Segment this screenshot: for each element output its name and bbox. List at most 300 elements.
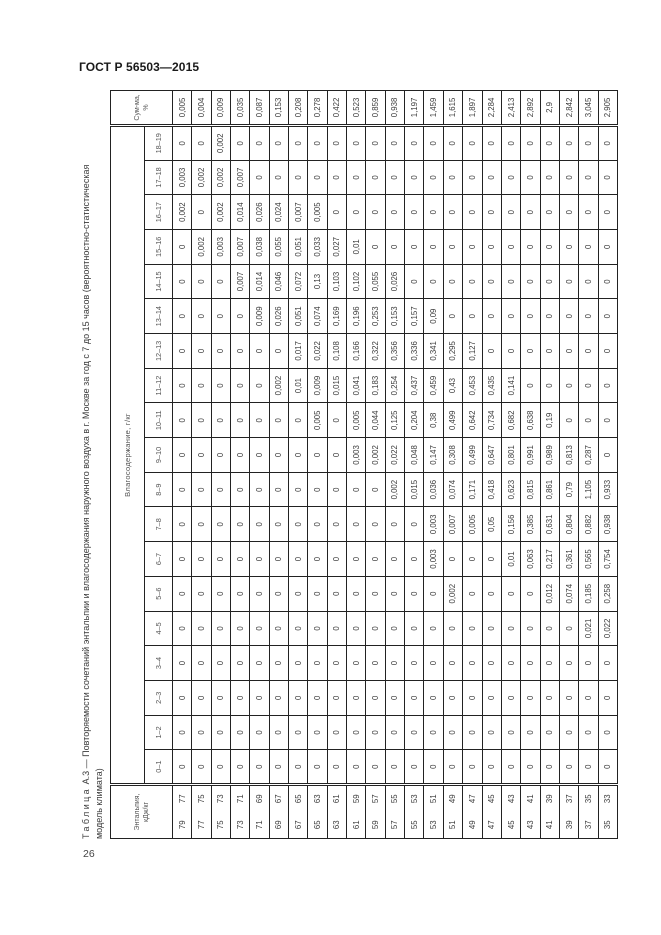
table-cell: 0 [559,611,578,646]
table-cell: 0 [269,403,288,438]
enthalpy-lower: 73 [211,784,230,811]
table-cell: 0 [559,299,578,334]
table-cell: 0 [405,160,424,195]
table-cell: 0 [211,264,230,299]
table-cell: 0 [559,160,578,195]
enthalpy-lower: 63 [308,784,327,811]
row-sum: 2,905 [598,91,617,126]
table-cell: 0 [231,334,250,369]
table-cell: 0,007 [443,507,462,542]
table-cell: 0 [482,680,501,715]
table-cell: 0,003 [424,542,443,577]
row-sum: 2,284 [482,91,501,126]
table-cell: 0,074 [308,299,327,334]
table-cell: 0 [598,299,617,334]
table-cell: 0 [366,507,385,542]
table-cell: 0 [501,576,520,611]
table-cell: 0 [385,576,404,611]
table-row [405,91,424,839]
table-cell: 0,166 [347,334,366,369]
table-cell: 0 [250,368,269,403]
moisture-bin-header: 13–14 [145,299,173,334]
table-cell: 0,009 [250,299,269,334]
table-cell: 0 [424,195,443,230]
table-cell: 0 [366,576,385,611]
table-cell: 0,002 [192,160,211,195]
table-cell: 0,09 [424,299,443,334]
table-cell: 0 [482,264,501,299]
table-cell: 0,13 [308,264,327,299]
table-cell: 0,171 [463,472,482,507]
enthalpy-lower: 65 [289,784,308,811]
table-cell: 0,007 [231,229,250,264]
table-cell: 0 [250,125,269,160]
table-cell: 0,991 [521,438,540,473]
table-cell: 0,055 [269,229,288,264]
table-cell: 0,196 [347,299,366,334]
table-cell: 0 [598,368,617,403]
table-cell: 0 [231,507,250,542]
table-cell: 0 [173,542,192,577]
table-cell: 0 [463,646,482,681]
table-cell: 0 [327,646,346,681]
table-cell: 0 [540,646,559,681]
table-cell: 0 [482,576,501,611]
table-row [598,91,617,839]
table-cell: 0 [424,611,443,646]
table-cell: 0 [308,472,327,507]
table-cell: 0 [540,299,559,334]
table-cell: 0 [443,299,462,334]
table-cell: 0 [173,472,192,507]
table-cell: 0 [463,542,482,577]
table-cell: 0 [231,125,250,160]
table-cell: 0 [598,438,617,473]
table-cell: 0 [250,403,269,438]
table-cell: 0 [443,680,462,715]
table-cell: 0 [173,125,192,160]
table-cell: 0,051 [289,299,308,334]
table-cell: 0 [405,542,424,577]
row-sum: 0,004 [192,91,211,126]
table-row [173,91,192,839]
table-cell: 0 [211,299,230,334]
table-cell: 0,79 [559,472,578,507]
table-cell: 0 [211,507,230,542]
table-cell: 0,882 [579,507,598,542]
table-cell: 0,005 [347,403,366,438]
table-cell: 0 [521,750,540,785]
table-cell: 0 [308,160,327,195]
table-cell: 0 [192,299,211,334]
table-cell: 0 [327,576,346,611]
table-cell: 0,254 [385,368,404,403]
enthalpy-lower: 67 [269,784,288,811]
table-cell: 0 [598,125,617,160]
table-cell: 0 [192,438,211,473]
enthalpy-upper: 77 [192,812,211,839]
table-cell: 0,204 [405,403,424,438]
enthalpy-upper: 59 [366,812,385,839]
enthalpy-upper: 49 [463,812,482,839]
moisture-bin-header: 4–5 [145,611,173,646]
table-cell: 0 [501,680,520,715]
enthalpy-lower: 53 [405,784,424,811]
table-cell: 0 [482,195,501,230]
table-cell: 0 [559,264,578,299]
moisture-bin-header: 12–13 [145,334,173,369]
enthalpy-lower: 35 [579,784,598,811]
moisture-bin-header: 14–15 [145,264,173,299]
enthalpy-upper: 69 [269,812,288,839]
table-cell: 0 [521,576,540,611]
table-cell: 0 [405,646,424,681]
table-cell: 0 [559,750,578,785]
table-cell: 0 [308,125,327,160]
table-row [385,91,404,839]
table-cell: 0,801 [501,438,520,473]
table-cell: 0 [443,229,462,264]
table-cell: 0 [289,472,308,507]
page-number: 26 [83,848,95,860]
table-cell: 0 [347,715,366,750]
moisture-bin-header: 9–10 [145,438,173,473]
table-cell: 0 [540,680,559,715]
table-cell: 0 [327,542,346,577]
table-cell: 0,024 [269,195,288,230]
enthalpy-upper: 71 [250,812,269,839]
table-cell: 0 [366,472,385,507]
table-cell: 0 [521,125,540,160]
table-cell: 0 [289,403,308,438]
table-cell: 0 [443,646,462,681]
table-row [269,91,288,839]
table-cell: 0 [540,611,559,646]
table-cell: 0 [269,715,288,750]
table-cell: 0 [559,403,578,438]
table-cell: 0 [385,646,404,681]
table-cell: 0 [173,403,192,438]
enthalpy-upper: 61 [347,812,366,839]
row-sum: 3,045 [579,91,598,126]
table-row [521,91,540,839]
table-cell: 0 [598,195,617,230]
table-cell: 0 [540,750,559,785]
table-cell: 0 [405,715,424,750]
enthalpy-upper: 51 [443,812,462,839]
table-body [173,91,618,839]
enthalpy-upper: 41 [540,812,559,839]
table-cell: 0 [231,299,250,334]
table-cell: 0 [211,576,230,611]
table-cell: 0 [405,611,424,646]
table-cell: 0,125 [385,403,404,438]
table-cell: 0,002 [385,472,404,507]
table-cell: 0 [579,334,598,369]
table-cell: 0 [192,195,211,230]
table-cell: 0 [385,542,404,577]
table-cell: 0,185 [579,576,598,611]
table-row [482,91,501,839]
table-cell: 0 [289,438,308,473]
enthalpy-lower: 47 [463,784,482,811]
table-cell: 0 [579,403,598,438]
enthalpy-lower: 33 [598,784,617,811]
table-cell: 0,002 [211,125,230,160]
table-cell: 0 [192,472,211,507]
table-cell: 0,014 [250,264,269,299]
enthalpy-lower: 43 [501,784,520,811]
table-cell: 0,356 [385,334,404,369]
row-sum: 1,897 [463,91,482,126]
table-cell: 0,022 [385,438,404,473]
table-cell: 0 [424,576,443,611]
table-cell: 0 [559,715,578,750]
enthalpy-upper: 55 [405,812,424,839]
table-cell: 0 [405,195,424,230]
table-cell: 0 [231,680,250,715]
sum-header: Сум-ма, % [111,91,173,126]
table-cell: 0 [521,611,540,646]
document-header: ГОСТ Р 56503—2015 [79,60,200,74]
table-cell: 0 [269,125,288,160]
enthalpy-upper: 63 [327,812,346,839]
table-cell: 0 [598,160,617,195]
table-row [192,91,211,839]
table-cell: 0 [579,195,598,230]
table-cell: 0,418 [482,472,501,507]
table-cell: 0,295 [443,334,462,369]
table-cell: 0,183 [366,368,385,403]
table-cell: 0 [463,264,482,299]
table-cell: 0,815 [521,472,540,507]
row-sum: 0,153 [269,91,288,126]
moisture-bin-header: 1–2 [145,715,173,750]
table-cell: 0 [173,299,192,334]
enthalpy-upper: 37 [579,812,598,839]
table-cell: 0,499 [463,438,482,473]
table-cell: 0 [521,229,540,264]
table-cell: 0 [327,750,346,785]
enthalpy-lower: 71 [231,784,250,811]
table-cell: 0 [289,125,308,160]
table-cell: 0,012 [540,576,559,611]
table-cell: 0 [385,611,404,646]
table-row [250,91,269,839]
table-cell: 0 [405,576,424,611]
table-cell: 0 [443,125,462,160]
table-cell: 0 [231,646,250,681]
table-cell: 0 [289,611,308,646]
table-cell: 0 [250,750,269,785]
table-cell: 0,565 [579,542,598,577]
table-cell: 0 [579,299,598,334]
table-cell: 0,813 [559,438,578,473]
table-cell: 0 [211,715,230,750]
row-sum: 2,9 [540,91,559,126]
table-cell: 0,027 [327,229,346,264]
table-cell: 0 [211,403,230,438]
table-row [579,91,598,839]
table-cell: 0 [192,680,211,715]
table-row [231,91,250,839]
table-cell: 0,861 [540,472,559,507]
table-cell: 0,647 [482,438,501,473]
table-cell: 0 [579,680,598,715]
caption-label: Таблица [81,786,91,839]
table-row [366,91,385,839]
row-sum: 1,615 [443,91,462,126]
table-cell: 0 [327,715,346,750]
table-cell: 0 [231,611,250,646]
table-cell: 0 [540,195,559,230]
table-cell: 0 [443,195,462,230]
table-cell: 0,046 [269,264,288,299]
table-cell: 0 [173,507,192,542]
table-cell: 0 [482,646,501,681]
table-cell: 0 [173,715,192,750]
table-cell: 0 [579,264,598,299]
moisture-group-header: Влагосодержание, г/кг [111,125,145,784]
table-cell: 0 [327,611,346,646]
table-cell: 0 [482,229,501,264]
table-cell: 0 [559,680,578,715]
enthalpy-lower: 77 [173,784,192,811]
table-cell: 0,754 [598,542,617,577]
enthalpy-upper: 67 [289,812,308,839]
table-cell: 0 [463,715,482,750]
table-row [559,91,578,839]
table-cell: 0 [308,507,327,542]
enthalpy-upper: 79 [173,812,192,839]
table-cell: 0 [327,160,346,195]
row-sum: 1,197 [405,91,424,126]
table-cell: 0,036 [424,472,443,507]
table-cell: 0 [231,472,250,507]
table-cell: 0,642 [463,403,482,438]
table-cell: 0 [598,680,617,715]
table-cell: 0,009 [308,368,327,403]
table-cell: 0,453 [463,368,482,403]
table-cell: 0 [192,750,211,785]
table-cell: 0 [231,576,250,611]
table-cell: 0 [231,750,250,785]
enthalpy-upper: 47 [482,812,501,839]
table-cell: 0 [482,611,501,646]
moisture-bin-header: 18–19 [145,125,173,160]
header-row-1 [111,91,145,839]
table-cell: 0 [424,750,443,785]
moisture-bin-header: 11–12 [145,368,173,403]
enthalpy-moisture-table [110,90,618,839]
table-cell: 0 [521,264,540,299]
table-cell: 0 [579,750,598,785]
table-cell: 0,385 [521,507,540,542]
table-cell: 0,044 [366,403,385,438]
table-cell: 0,014 [231,195,250,230]
table-cell: 0 [482,299,501,334]
enthalpy-lower: 41 [521,784,540,811]
row-sum: 0,208 [289,91,308,126]
table-cell: 0 [192,542,211,577]
enthalpy-upper: 35 [598,812,617,839]
table-cell: 0 [579,368,598,403]
table-cell: 0 [231,403,250,438]
table-cell: 0 [463,125,482,160]
table-cell: 0 [327,472,346,507]
table-cell: 0 [289,646,308,681]
moisture-bin-header: 2–3 [145,680,173,715]
table-cell: 0 [366,750,385,785]
moisture-bin-header: 6–7 [145,542,173,577]
enthalpy-upper: 75 [211,812,230,839]
enthalpy-lower: 39 [540,784,559,811]
enthalpy-lower: 61 [327,784,346,811]
table-cell: 0 [269,646,288,681]
table-cell: 0,38 [424,403,443,438]
table-cell: 0,007 [231,264,250,299]
table-cell: 0 [540,715,559,750]
table-cell: 0 [463,576,482,611]
table-row [443,91,462,839]
table-cell: 0,055 [366,264,385,299]
table-cell: 0 [347,195,366,230]
table-cell: 0 [424,160,443,195]
table-cell: 0 [598,229,617,264]
table-cell: 0 [250,576,269,611]
table-cell: 0 [385,229,404,264]
table-cell: 0 [347,611,366,646]
table-cell: 0 [521,715,540,750]
table-cell: 0,022 [308,334,327,369]
table-cell: 0,005 [308,403,327,438]
table-cell: 0,108 [327,334,346,369]
table-cell: 0 [443,715,462,750]
table-cell: 0 [559,229,578,264]
table-cell: 0 [308,576,327,611]
row-sum: 0,009 [211,91,230,126]
table-cell: 0 [211,368,230,403]
table-cell: 0 [540,160,559,195]
table-cell: 0 [289,715,308,750]
table-cell: 0 [211,646,230,681]
row-sum: 0,938 [385,91,404,126]
moisture-bin-header: 10–11 [145,403,173,438]
table-cell: 0 [192,611,211,646]
enthalpy-lower: 75 [192,784,211,811]
table-cell: 0 [211,334,230,369]
table-cell: 0,026 [385,264,404,299]
table-cell: 0,002 [211,160,230,195]
table-cell: 0,336 [405,334,424,369]
table-cell: 0 [482,125,501,160]
table-cell: 0 [327,680,346,715]
table-cell: 0 [269,507,288,542]
table-cell: 0 [405,750,424,785]
table-cell: 0,127 [463,334,482,369]
table-cell: 0,003 [347,438,366,473]
table-cell: 0 [347,680,366,715]
table-cell: 0 [405,125,424,160]
enthalpy-upper: 39 [559,812,578,839]
table-cell: 0 [463,680,482,715]
rotated-table-block [80,90,618,839]
table-cell: 0,682 [501,403,520,438]
table-cell: 0 [308,750,327,785]
enthalpy-lower: 49 [443,784,462,811]
table-cell: 0,734 [482,403,501,438]
table-cell: 0 [211,611,230,646]
